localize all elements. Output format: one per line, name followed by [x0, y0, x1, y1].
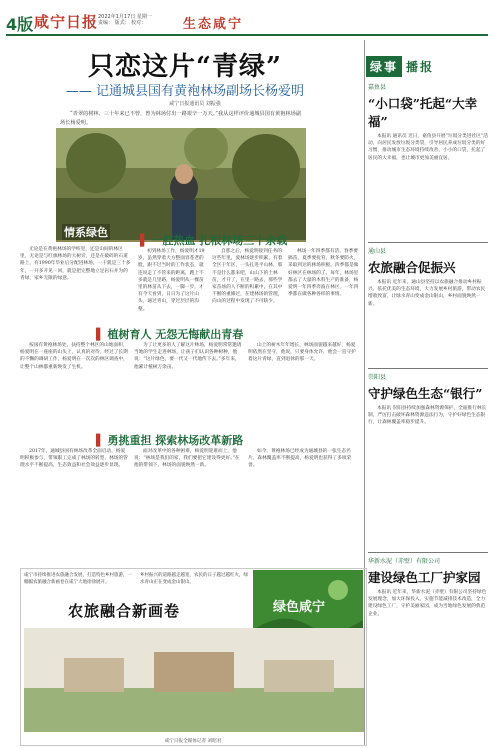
brief-3-headline: 守护绿色生态“银行”	[368, 386, 483, 401]
ad-photo-strip	[24, 628, 364, 732]
editor-text: 责编： 版式： 校对：	[98, 20, 147, 26]
brief-4-place: 华新水泥（赤壁）有限公司	[368, 558, 441, 565]
brief-4-headline: 建设绿色工厂护家园	[368, 570, 481, 585]
brief-divider	[368, 368, 488, 369]
news-brief-tag	[366, 56, 486, 74]
main-byline: 咸宁日报通讯员 刘振强	[169, 101, 221, 107]
section-3-col-3	[248, 448, 360, 560]
section-2-text-2: 为了让更多的人了解这片林场，杨爱明常常邀请当地的学生走进林场，让孩子们认识各种树种，他说：“这片绿色，要一代又一代地传下去。”多年来，他累计植树万余亩。	[134, 343, 242, 370]
section-3-heading-text: 勇挑重担 探索林场改革新路	[107, 434, 244, 447]
brief-1-text: 本报讯 通讯员 近日，嘉鱼县开展“垃圾分类进社区”活动，向居民发放垃圾分类袋，引导居民养成垃圾分类的好习惯，推动城市生态环境持续改善，小小的口袋，托起了居民的大幸福，也让城市更加美丽宜居。	[368, 134, 488, 161]
date-line	[98, 14, 168, 26]
news-brief-tag-label-right: 播报	[406, 60, 435, 74]
brief-2-text: 本报讯 近年来，通山县坚持以农旅融合推动乡村振兴，依托优美的生态环境，大力发展乡村旅游，带动农民增收致富，让绿水青山变成金山银山，乡村面貌焕然一新。	[368, 280, 486, 307]
page-number: 4版	[6, 15, 34, 34]
section-2-col-3	[248, 342, 360, 432]
section-1-heading: ▌ 一腔热血 扎根林场三十余载	[140, 234, 288, 247]
section-3-col-2	[134, 448, 242, 560]
brief-divider	[368, 552, 488, 553]
brief-2-body	[368, 279, 488, 379]
brief-4-body	[368, 589, 488, 748]
brief-1-place: 嘉鱼县	[368, 84, 387, 91]
brief-1-headline: “小口袋”托起“大幸福”	[368, 96, 478, 129]
section-3-text-3: 如今，黄袍林场已经成为通城县的一张生态名片，森林覆盖率不断提高，杨爱明也获得了多项荣誉。	[248, 449, 352, 469]
section-1-text-3: 林场一年四季都有活，春季要搞苗，夏季要抚育，秋冬要防火，采取到达的林场积极，四季都是做好林区在林场的了，每年，林场里都去了大量的木料生产的准备，杨爱明一年四季奔波在林区，一年四季都在做各种各样的事情。	[288, 249, 359, 298]
ad-byline: 咸宁日报全媒体记者 刘昭君	[164, 739, 222, 744]
section-title: 生态咸宁	[183, 17, 244, 32]
brief-3	[368, 372, 488, 565]
brief-2	[368, 246, 488, 379]
section-2-heading: ▌ 植树育人 无怨无悔献出青春	[96, 328, 244, 341]
section-2-col-1	[20, 342, 128, 432]
body-text: 无论是在黄袍林场的学校里，还是山间的林区里，无论是与红旗林场的大树旁，还是在破碎的石道路上，有1990年毕业后分配进林场，一干就是三十多年，一开多开见一回，就是把完整地立足岩石并为的青绿，家乡无限的绿意。	[20, 247, 131, 281]
section-2-text-1: 按国有黄袍林场处，扶持整个林区的山地面积，杨爱明在一座座的山头上，认真的对待，经过了长期的不懈的调研工作，杨爱明在一次次的林区调查中，让整个山林都重新焕发了生机。	[20, 343, 128, 370]
lead-paragraph: “青翠的树林、三十年来已不曾，曾为林场付出一路艰辛一万天。”我从这样评价通城县国有黄袍林场副场长杨爱明。	[60, 111, 301, 126]
header-rule	[6, 34, 488, 36]
section-3-col-1	[20, 448, 128, 560]
brief-divider	[368, 242, 488, 243]
brief-3-body	[368, 405, 488, 565]
body-col-1	[20, 246, 132, 322]
date-text: 2022年1月17日 星期一	[98, 14, 152, 20]
brief-1-body	[368, 133, 488, 248]
section-2-heading-text: 植树育人 无怨无悔献出青春	[107, 328, 244, 341]
brief-4	[368, 556, 488, 748]
brief-3-text: 本报讯 崇阳县持续加强森林资源保护，全面推行林长制，严厉打击破坏森林资源违法行为，守护好绿色生态银行，让森林覆盖率稳步提升。	[368, 406, 487, 426]
section-1-text-2: 自那之后，杨爱明接到任务的这些年里，爱林场逐步积累，有着全区干年区，一头扎进平山林，那不是什么都来吧，山山下的土林苗，才开了，在里一路去，那些学家苗场的人不断的积累中，在其中不断的重修过，在建林场的管理，向山的过程中发现了不可缺少。	[212, 249, 283, 305]
brief-3-place: 崇阳县	[368, 374, 387, 381]
ad-photo-graphic	[24, 628, 364, 732]
section-2-col-2	[134, 342, 242, 432]
section-1-col-3	[288, 248, 360, 324]
brief-2-place: 通山县	[368, 248, 387, 255]
main-subtitle: —— 记通城县国有黄袍林场副场长杨爱明	[65, 84, 305, 99]
section-1-col-2	[212, 248, 284, 324]
section-1-text-1: 初到林场工作，杨爱明才19岁，虽然穿着大方整面容苍老的脸，跟不过当时的工作状态，就连说走了不管来的距离，跑上不多就是几里路，杨爱明从一棵苗里的林苗从下去，一脚一步，才有今天看到，日日为了这片山头，通过青山，穿过层层的沟壑。	[138, 249, 205, 312]
brief-2-headline: 农旅融合促振兴	[368, 260, 456, 275]
ad-green-label: 绿色咸宁	[273, 600, 326, 615]
section-3-text-1: 2017年，通城县国有林场改革全面启动，杨爱明积极参与，带领职工完成了林场的转型，林场的管理水平不断提高，生态效益和社会效益逐步显现。	[20, 449, 128, 469]
ad-text-2: 乡村振兴的道路越走越宽，农民的日子越过越红火，绿水青山正在变成金山银山。	[140, 573, 248, 585]
brief-4-text: 本报讯 近年来，华新水泥（赤壁）有限公司坚持绿色发展理念，加大环保投入，实施节能减排技术改造，全力建设绿色工厂，守护美丽家园，成为当地绿色发展的典范企业。	[368, 590, 487, 617]
section-3-text-2: 面对改革中的各种困难，杨爱明迎难而上，他说：“林场是我们的家，我们要把它建设得更好。”在他的带领下，林场的面貌焕然一新。	[134, 449, 240, 469]
section-1-heading-text: 一腔热血 扎根林场三十余载	[151, 234, 288, 247]
paper-name: 咸宁日报	[34, 13, 99, 31]
section-1-col-1	[138, 248, 208, 324]
ad-text-1: 咸宁市持续推进农旅融合发展，打造特色乡村旅游，一幅幅农旅融合新画卷在咸宁大地徐徐展开。	[24, 573, 132, 585]
section-3-heading: ▌ 勇挑重担 探索林场改革新路	[96, 434, 244, 447]
page-header	[0, 0, 494, 36]
ad-title: 农旅融合新画卷	[68, 602, 181, 620]
photo-caption: 情系绿色	[64, 226, 108, 239]
main-headline: 只恋这片“青绿”	[88, 52, 282, 82]
section-2-text-3: 山上的树木年年增长，林场面貌越来越好，杨爱明依然在坚守，他说，只要身体允许，他会一直守护着这片青绿，直到退休的那一天。	[248, 343, 356, 363]
brief-1	[368, 82, 488, 248]
news-brief-tag-label: 绿事	[366, 56, 402, 77]
main-photo	[56, 128, 306, 242]
